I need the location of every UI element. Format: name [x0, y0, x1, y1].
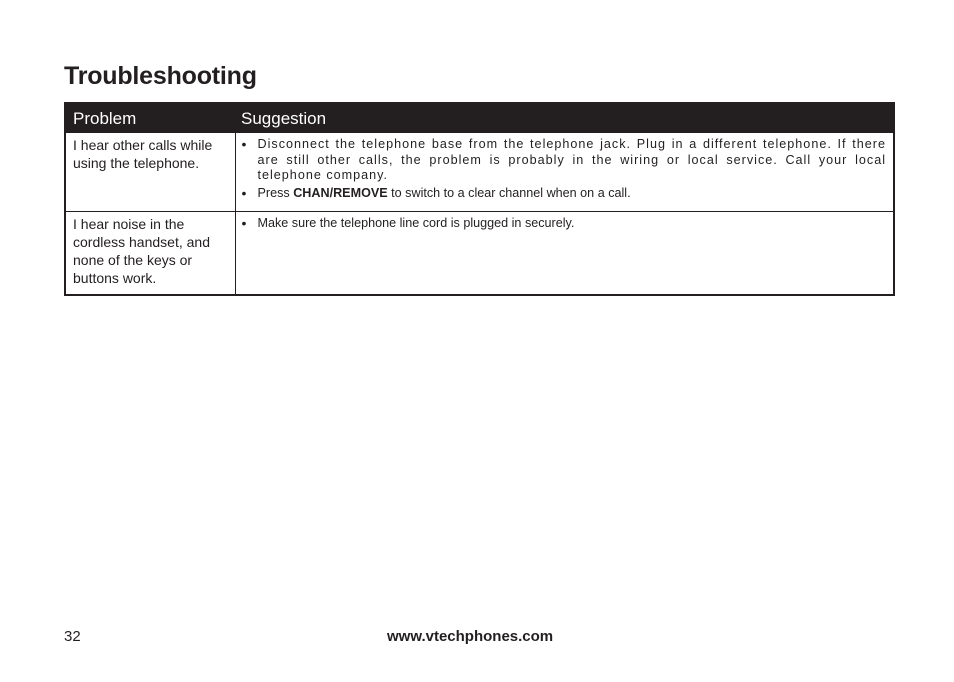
suggestion-text: Press	[257, 185, 294, 200]
suggestion-list	[242, 137, 887, 201]
troubleshooting-table	[64, 102, 895, 296]
problem-cell: I hear noise in the cordless handset, and none of the keys or buttons work.	[65, 212, 235, 295]
suggestion-item	[242, 216, 887, 232]
footer-url: www.vtechphones.com	[387, 628, 554, 645]
suggestion-item	[242, 186, 887, 202]
suggestion-cell	[235, 212, 894, 295]
suggestion-column-header: Suggestion	[235, 103, 894, 133]
bullet-icon: •	[241, 184, 247, 201]
table-header-row	[65, 103, 894, 133]
suggestion-text: Disconnect the telephone base from the telephone jack. Plug in a different telephone. If there are still other calls, the problem is probably in the wiring or local service. Call your local telephone company.	[257, 137, 886, 182]
bullet-icon: •	[241, 136, 248, 152]
suggestion-text: to switch to a clear channel when on a call.	[387, 185, 631, 200]
suggestion-item	[242, 137, 887, 184]
page-number: 32	[64, 628, 81, 645]
table-row	[65, 133, 894, 212]
suggestion-cell	[235, 133, 894, 212]
key-name: CHAN/REMOVE	[293, 185, 388, 200]
suggestion-list	[242, 216, 887, 232]
suggestion-text: Make sure the telephone line cord is plugged in securely.	[257, 216, 575, 230]
problem-cell: I hear other calls while using the telephone.	[65, 133, 235, 212]
bullet-icon: •	[241, 215, 247, 231]
table-row	[65, 212, 894, 295]
page-title: Troubleshooting	[64, 62, 257, 90]
problem-column-header: Problem	[65, 103, 235, 133]
